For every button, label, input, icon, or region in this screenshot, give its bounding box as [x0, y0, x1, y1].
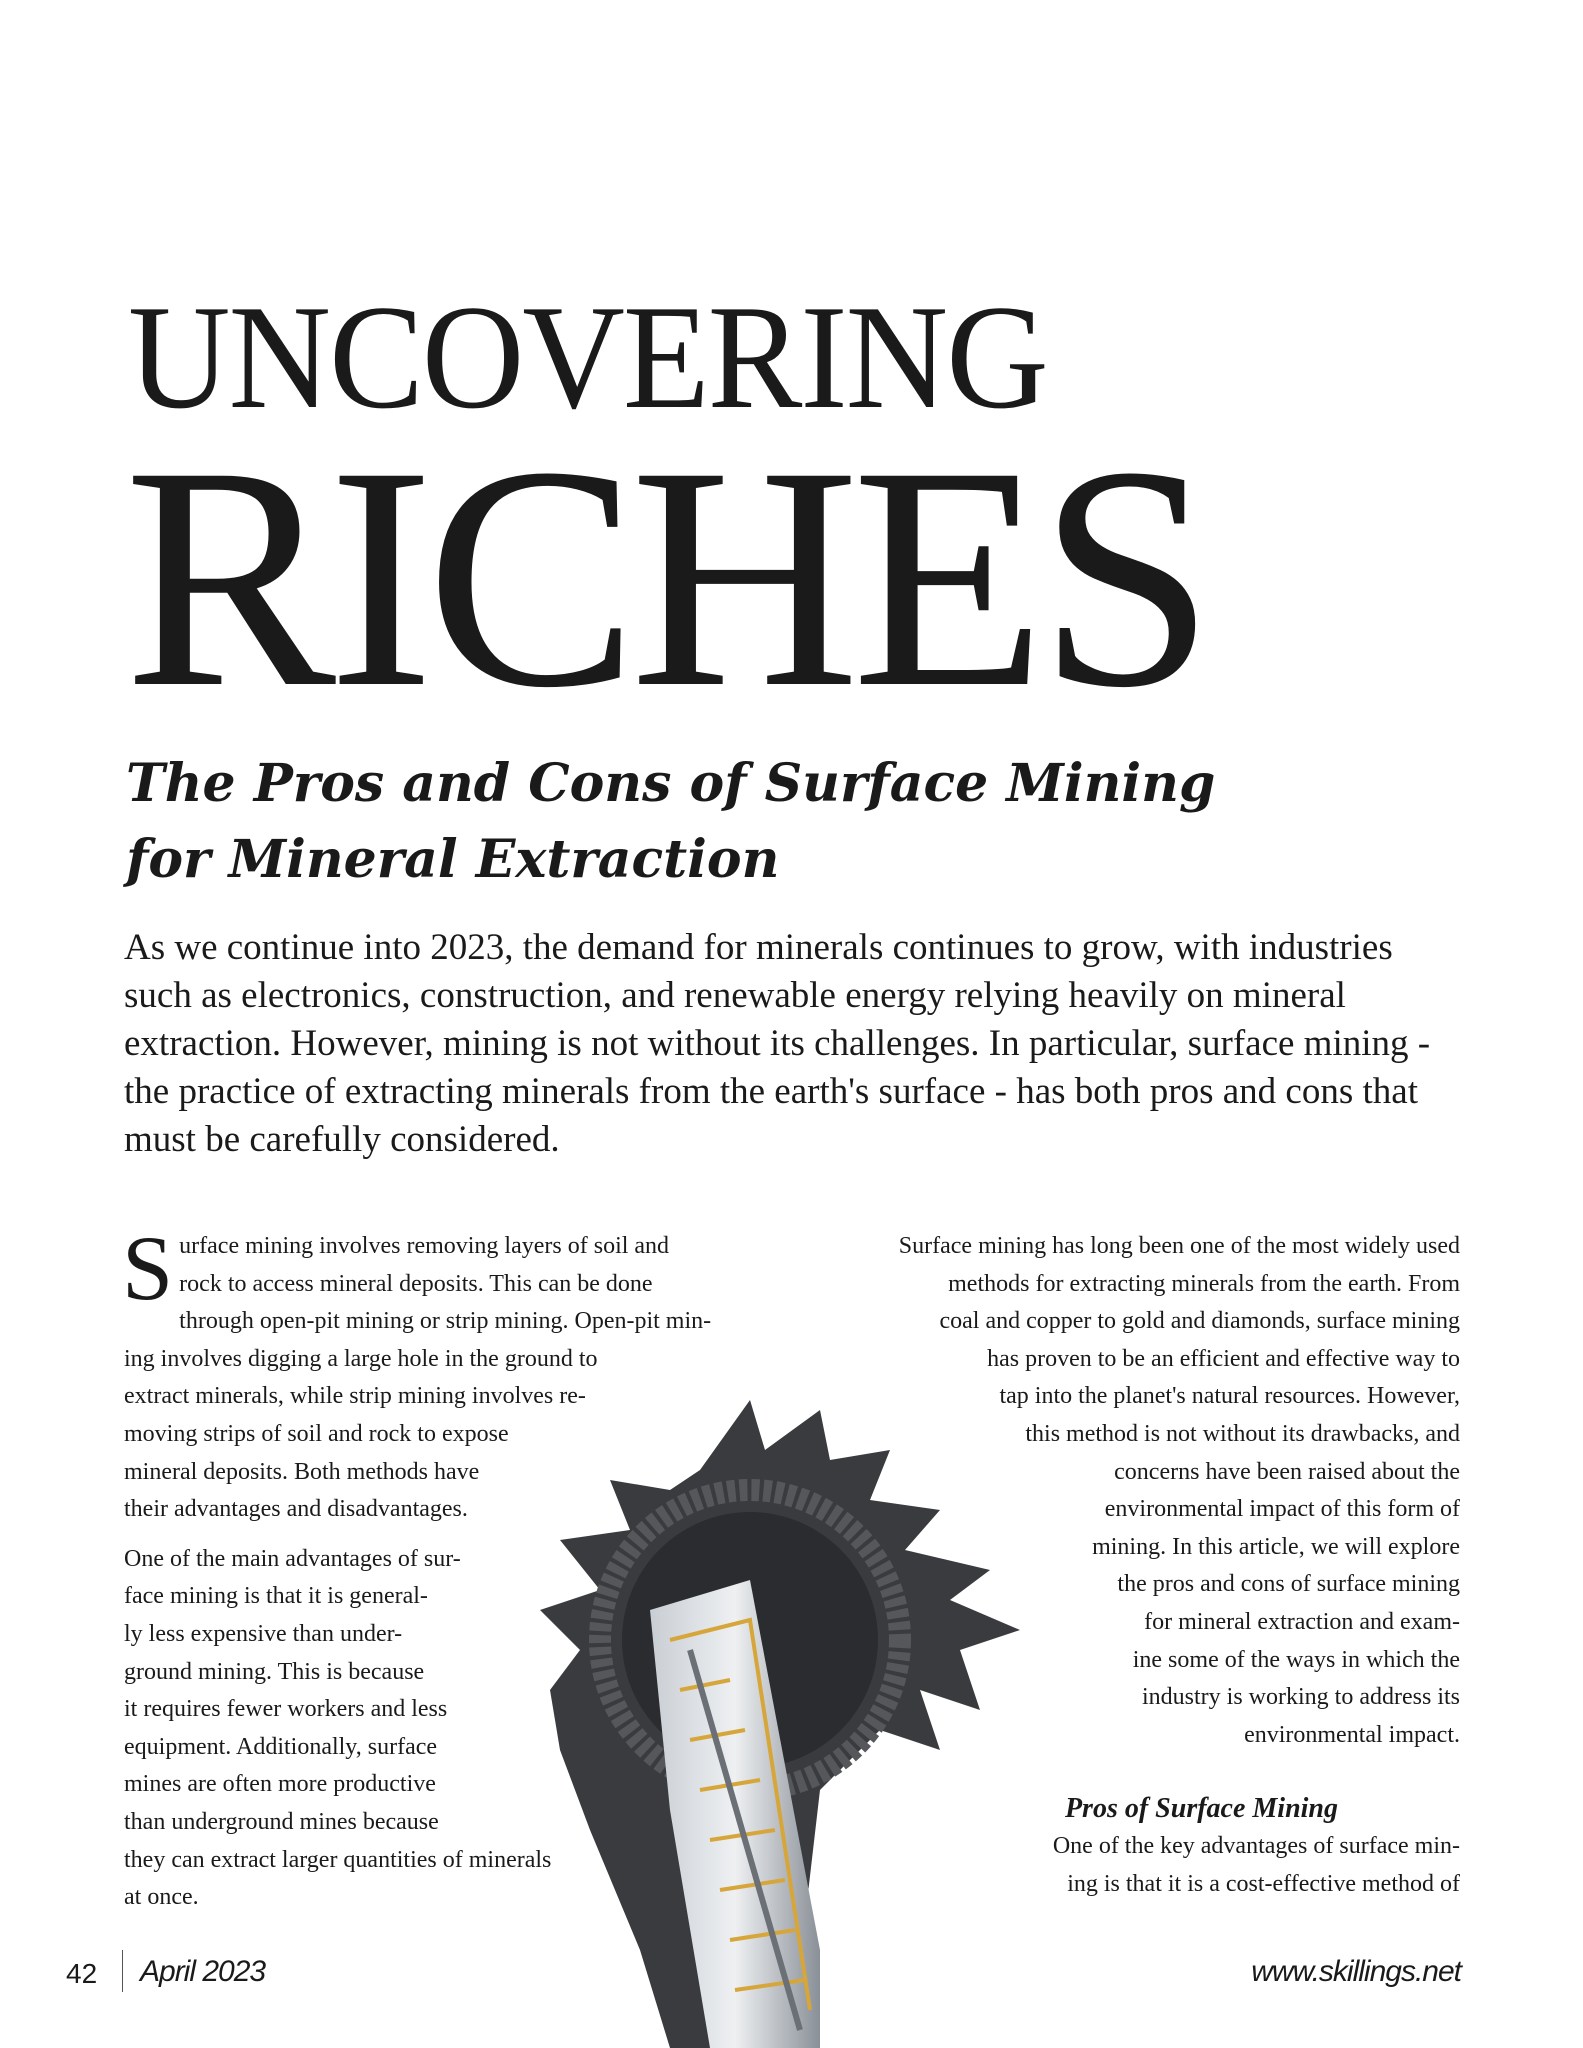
text-line: for mineral extraction and exam-: [1144, 1608, 1460, 1635]
section-heading-pros: Pros of Surface Mining: [1064, 1793, 1338, 1825]
lead-paragraph: As we continue into 2023, the demand for minerals continues to grow, with industries such as electronics, construction, and renewable energy relying heavily on mineral extraction. However, mining is not without its challenges. In particular, surface mining - the practice of extracting minerals from the earth's surface - has both pros and cons that must be carefully considered.: [124, 927, 1431, 1160]
subtitle-line-1: The Pros and Cons of Surface Mining: [126, 753, 1216, 814]
subtitle-line-2: for Mineral Extraction: [126, 829, 780, 890]
text-line: at once.: [124, 1884, 199, 1911]
text-line: environmental impact of this form of: [1104, 1496, 1460, 1523]
text-line: ine some of the ways in which the: [1132, 1646, 1460, 1673]
text-line: the pros and cons of surface mining: [1117, 1571, 1460, 1598]
left-column: [122, 1217, 764, 1917]
text-line: One of the main advantages of sur-: [124, 1545, 461, 1572]
text-line: mines are often more productive: [124, 1771, 436, 1798]
text-line: it requires fewer workers and less: [124, 1696, 448, 1723]
text-line: through open-pit mining or strip mining. Open-pit min-: [179, 1308, 712, 1335]
text-line: rock to access mineral deposits. This can be done: [179, 1270, 653, 1297]
text-line: ly less expensive than under-: [124, 1620, 403, 1647]
text-line: environmental impact.: [1244, 1721, 1460, 1748]
issue-date: April 2023: [140, 1955, 266, 1988]
text-line: ing is that it is a cost-effective method of: [1067, 1870, 1460, 1897]
text-line: this method is not without its drawbacks, and: [1025, 1420, 1460, 1447]
subtitle: [126, 746, 1426, 898]
text-line: moving strips of soil and rock to expose: [124, 1420, 509, 1447]
text-line: urface mining involves removing layers of soil and: [179, 1233, 670, 1259]
text-line: industry is working to address its: [1142, 1684, 1460, 1711]
page-number: 42: [66, 1958, 98, 1989]
text-line: coal and copper to gold and diamonds, surface mining: [939, 1308, 1460, 1335]
headline-kicker: UNCOVERING: [128, 273, 1047, 440]
text-line: One of the key advantages of surface min-: [1052, 1832, 1460, 1859]
website-link[interactable]: www.skillings.net: [1251, 1955, 1461, 1988]
right-column: [820, 1228, 1460, 1903]
text-line: ground mining. This is because: [124, 1658, 425, 1685]
text-line: their advantages and disadvantages.: [124, 1496, 468, 1523]
text-line: Surface mining has long been one of the most widely used: [898, 1233, 1460, 1259]
headline-title: RICHES: [124, 401, 1207, 753]
text-line: tap into the planet's natural resources. However,: [999, 1383, 1460, 1410]
footer-divider: [122, 1950, 123, 1992]
drop-cap: S: [122, 1217, 174, 1319]
text-line: equipment. Additionally, surface: [124, 1733, 438, 1760]
text-line: concerns have been raised about the: [1114, 1458, 1460, 1485]
text-line: face mining is that it is general-: [124, 1583, 428, 1610]
text-line: mineral deposits. Both methods have: [124, 1458, 480, 1485]
text-line: they can extract larger quantities of minerals: [124, 1846, 552, 1873]
text-line: has proven to be an efficient and effective way to: [987, 1345, 1460, 1372]
text-line: extract minerals, while strip mining involves re-: [124, 1383, 586, 1410]
text-line: mining. In this article, we will explore: [1092, 1533, 1460, 1560]
text-line: ing involves digging a large hole in the ground to: [124, 1345, 598, 1372]
text-line: than underground mines because: [124, 1808, 439, 1835]
text-line: methods for extracting minerals from the earth. From: [948, 1270, 1460, 1297]
